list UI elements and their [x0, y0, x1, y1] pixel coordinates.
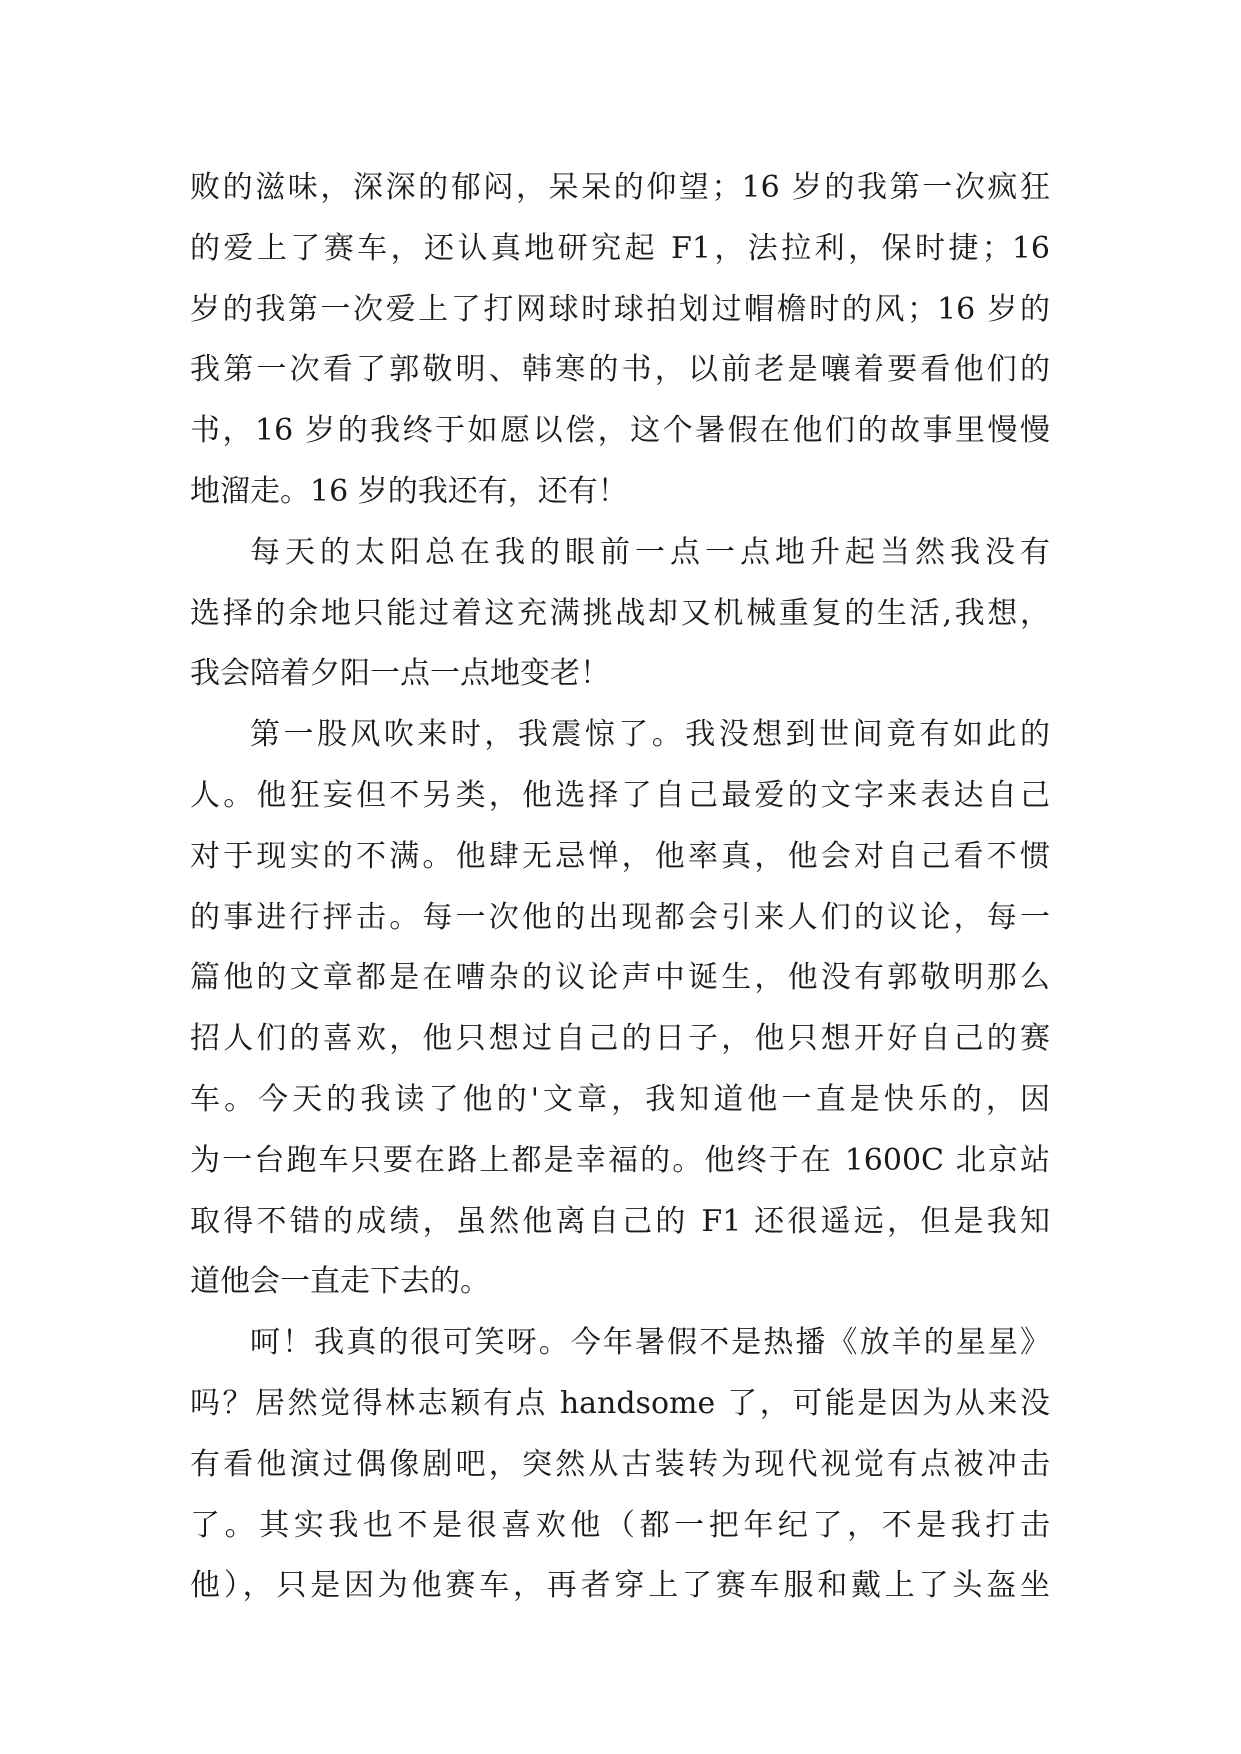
text-line: 第一股风吹来时，我震惊了。我没想到世间竟有如此的 — [250, 717, 1050, 753]
text-line: 的事进行抨击。每一次他的出现都会引来人们的议论，每一 — [190, 899, 1050, 935]
text-line: 了。其实我也不是很喜欢他（都一把年纪了，不是我打击 — [190, 1507, 1050, 1543]
text-line: 选择的余地只能过着这充满挑战却又机械重复的生活,我想， — [190, 595, 1050, 631]
paragraph-3 — [190, 705, 1050, 1313]
text-line: 我第一次看了郭敬明、韩寒的书，以前老是嚷着要看他们的 — [190, 352, 1050, 388]
text-line: 招人们的喜欢，他只想过自己的日子，他只想开好自己的赛 — [190, 1021, 1050, 1057]
paragraph-1 — [190, 158, 1050, 523]
paragraph-4 — [190, 1313, 1050, 1617]
text-line: 为一台跑车只要在路上都是幸福的。他终于在 1600C 北京站 — [190, 1142, 1050, 1178]
text-line: 取得不错的成绩，虽然他离自己的 F1 还很遥远，但是我知 — [190, 1203, 1050, 1239]
text-line: 每天的太阳总在我的眼前一点一点地升起当然我没有 — [250, 534, 1050, 570]
text-line: 车。今天的我读了他的'文章，我知道他一直是快乐的，因 — [190, 1081, 1050, 1117]
text-line: 篇他的文章都是在嘈杂的议论声中诞生，他没有郭敬明那么 — [190, 960, 1050, 996]
text-line: 书，16 岁的我终于如愿以偿，这个暑假在他们的故事里慢慢 — [190, 413, 1050, 449]
text-line: 对于现实的不满。他肆无忌惮，他率真，他会对自己看不惯 — [190, 838, 1050, 874]
document-body — [190, 158, 1050, 1617]
text-line: 我会陪着夕阳一点一点地变老！ — [190, 656, 610, 692]
text-line: 呵！我真的很可笑呀。今年暑假不是热播《放羊的星星》 — [250, 1325, 1050, 1361]
text-line: 地溜走。16 岁的我还有，还有！ — [190, 473, 628, 509]
text-line: 有看他演过偶像剧吧，突然从古装转为现代视觉有点被冲击 — [190, 1446, 1050, 1482]
text-line: 道他会一直走下去的。 — [190, 1264, 490, 1300]
text-line: 岁的我第一次爱上了打网球时球拍划过帽檐时的风；16 岁的 — [190, 291, 1050, 327]
text-line: 吗？居然觉得林志颖有点 handsome 了，可能是因为从来没 — [190, 1385, 1050, 1421]
text-line: 的爱上了赛车，还认真地研究起 F1，法拉利，保时捷；16 — [190, 230, 1050, 266]
text-line: 败的滋味，深深的郁闷，呆呆的仰望；16 岁的我第一次疯狂 — [190, 170, 1050, 205]
text-line: 他），只是因为他赛车，再者穿上了赛车服和戴上了头盔坐 — [190, 1568, 1050, 1604]
paragraph-2 — [190, 523, 1050, 705]
text-line: 人。他狂妄但不另类，他选择了自己最爱的文字来表达自己 — [190, 777, 1050, 813]
